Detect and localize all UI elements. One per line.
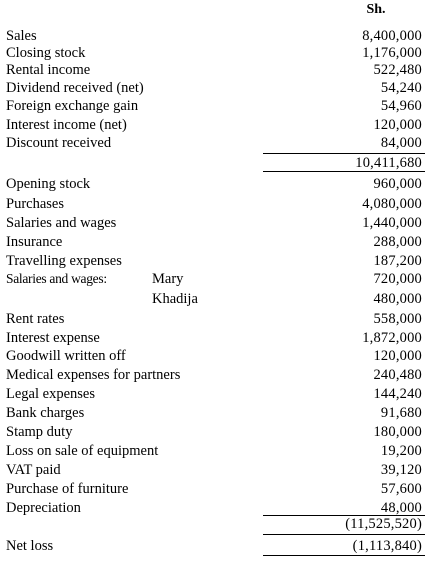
row-label: Salaries and wages [6,215,117,231]
expense-row [0,461,429,479]
expense-row [0,385,429,403]
income-row [0,44,429,62]
net-loss-label: Net loss [6,538,54,554]
expenses-total: (11,525,520) [345,516,422,532]
row-label: Medical expenses for partners [6,367,181,383]
row-value: 240,480 [373,367,422,383]
net-loss-row [0,537,429,555]
income-row [0,27,429,45]
expense-row [0,270,429,288]
row-label: Loss on sale of equipment [6,443,159,459]
expense-row [0,252,429,270]
row-value: 39,120 [380,462,422,478]
total-rule [263,534,425,535]
row-value: 91,680 [380,405,422,421]
row-value: 960,000 [373,176,422,192]
expense-row [0,195,429,213]
row-value: 522,480 [373,62,422,78]
row-value: 288,000 [373,234,422,250]
row-label: Salaries and wages: [6,271,107,286]
row-value: 180,000 [373,424,422,440]
income-row [0,134,429,152]
expense-row [0,214,429,232]
row-value: 19,200 [380,443,422,459]
row-value: 120,000 [373,348,422,364]
row-label: Sales [6,28,37,44]
income-row [0,116,429,134]
expense-row [0,442,429,460]
expenses-total-row [0,515,429,533]
row-label: Discount received [6,135,112,151]
row-label: Goodwill written off [6,348,126,364]
row-value: 1,440,000 [362,215,422,231]
row-label: Rental income [6,62,91,78]
row-value: 54,240 [380,80,422,96]
row-label: Stamp duty [6,424,73,440]
expense-row [0,290,429,308]
row-label: Interest income (net) [6,117,127,133]
row-value: 187,200 [373,253,422,269]
row-label: Travelling expenses [6,253,122,269]
row-label: Purchase of furniture [6,481,129,497]
currency-header: Sh. [366,2,386,17]
income-row [0,79,429,97]
row-value: 1,176,000 [362,45,422,61]
row-label: Insurance [6,234,63,250]
income-total: 10,411,680 [355,155,422,171]
row-value: 480,000 [373,291,422,307]
expense-row [0,404,429,422]
income-total-row [0,154,429,172]
net-rule [263,555,425,556]
row-value: 120,000 [373,117,422,133]
expense-row [0,423,429,441]
row-value: 720,000 [373,271,422,287]
row-value: 8,400,000 [362,28,422,44]
expense-row [0,366,429,384]
row-label: Legal expenses [6,386,95,402]
income-row [0,61,429,79]
income-row [0,97,429,115]
row-label: Purchases [6,196,64,212]
row-value: 1,872,000 [362,330,422,346]
expense-row [0,233,429,251]
expense-row [0,480,429,498]
row-value: 57,600 [380,481,422,497]
expense-row [0,310,429,328]
row-label: VAT paid [6,462,61,478]
row-value: 558,000 [373,311,422,327]
row-sublabel: Khadija [152,291,198,307]
row-value: 144,240 [373,386,422,402]
row-sublabel: Mary [152,271,184,287]
row-label: Closing stock [6,45,86,61]
expense-row [0,175,429,193]
row-label: Opening stock [6,176,91,192]
net-loss-value: (1,113,840) [352,538,422,554]
row-label: Depreciation [6,500,81,516]
total-rule [263,171,425,172]
expense-row [0,329,429,347]
expense-row [0,347,429,365]
row-label: Dividend received (net) [6,80,144,96]
row-label: Foreign exchange gain [6,98,139,114]
row-value: 48,000 [380,500,422,516]
row-value: 54,960 [380,98,422,114]
row-label: Rent rates [6,311,65,327]
row-value: 84,000 [380,135,422,151]
row-value: 4,080,000 [362,196,422,212]
row-label: Interest expense [6,330,100,346]
row-label: Bank charges [6,405,85,421]
